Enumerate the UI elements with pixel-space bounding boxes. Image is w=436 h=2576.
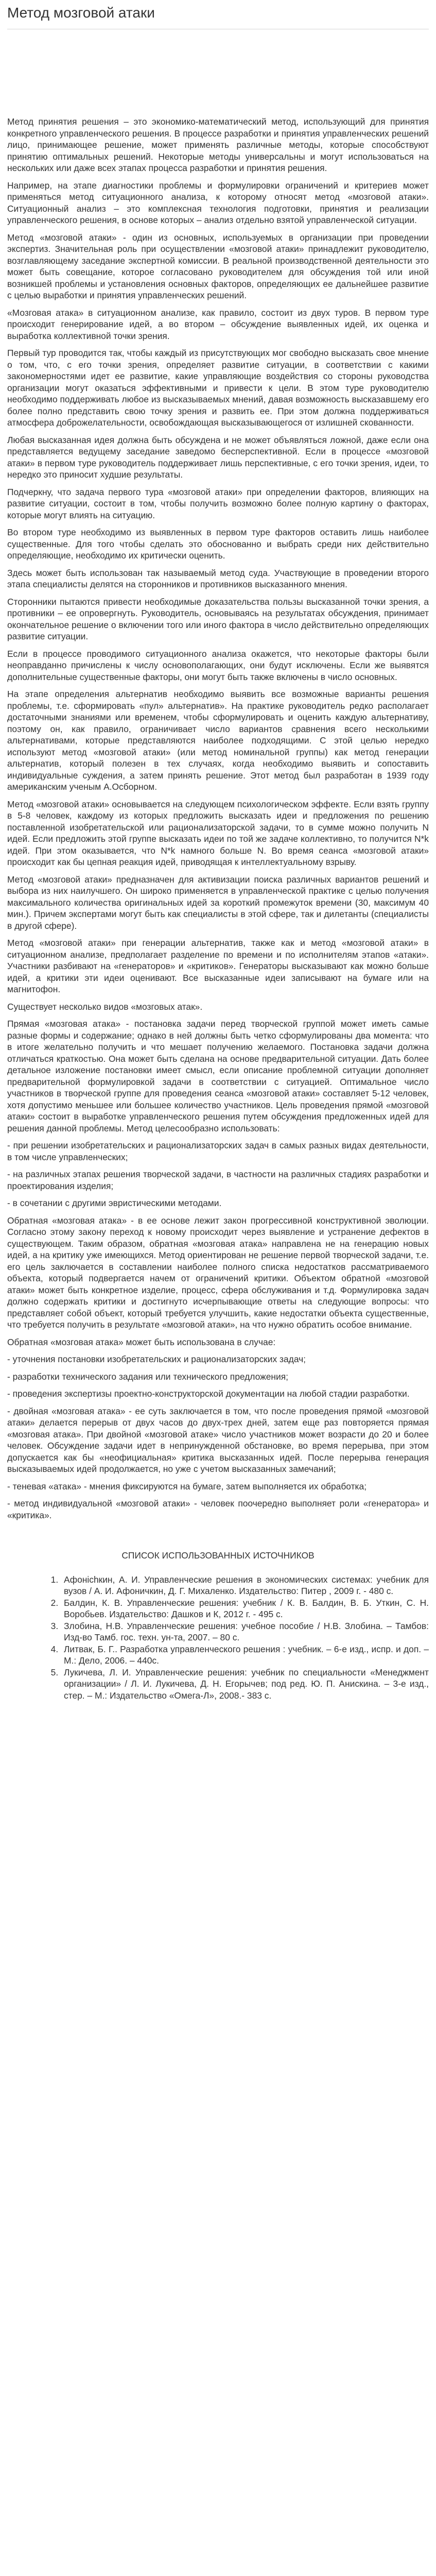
paragraph: - проведения экспертизы проектно-конструкторской документации на любой стадии разработки. (7, 1388, 410, 1399)
paragraph: Подчеркну, что задача первого тура «мозговой атаки» при определении факторов, влияющих на развитие ситуации, состоит в том, чтобы получить возможно более полную картину о факторах, которые могут влиять на ситуацию. (7, 486, 429, 520)
paragraph: - теневая «атака» - мнения фиксируются на бумаге, затем выполняется их обработка; (7, 1481, 367, 1492)
paragraph: Метод «мозговой атаки» при генерации альтернатив, также как и метод «мозговой атаки» в ситуационном анализе, предполагает разделение по времени и по исполнителям этапов «атаки». Участники разбивают на «генераторов» и «критиков». Генераторы высказывают как можно больше идей, а критики эти идеи оценивают. Все высказанные идеи записывают на бумаге или на магнитофон. (7, 938, 429, 994)
paragraph: Прямая «мозговая атака» - постановка задачи перед творческой группой может иметь самые разные формы и содержание; однако в ней должны быть четко сформулированы два момента: что в итоге желательно получить и что мешает получению желаемого. Постановка задачи должна отличаться краткостью. Она может быть сделана на основе предварительной ситуации. Дать более детальное изложение постановки имеет смысл, если описание проблемной ситуации дополняет предварительной формулировкой задачи в соответствии с ситуацией. Оптимальное число участников в творческой группе для проведения сеанса «мозговой атаки» составляет 5-12 человек, хотя допустимо меньшее или большее количество участников. Цель проведения прямой «мозговой атаки» состоит в выработке управленческого решения путем обсуждения предложенных идей для решения данной проблемы. Метод целесообразно использовать: (7, 1019, 429, 1133)
paragraph: - метод индивидуальной «мозговой атаки» - человек поочередно выполняет роли «генератора» и «критика». (7, 1498, 429, 1520)
source-item: 2. Балдин, К. В. Управленческие решения: учебник / К. В. Балдин, В. Б. Уткин, С. Н. Воробьев. Издательство: Дашков и К, 2012 г. - 495 с. (61, 1597, 429, 1620)
paragraph: «Мозговая атака» в ситуационном анализе, как правило, состоит из двух туров. В первом туре происходит генерирование идей, а во втором – обсуждение выявленных идей, их оценка и выработка коллективной точки зрения. (7, 307, 429, 341)
paragraph: Метод «мозговой атаки» - один из основных, используемых в организации при проведении экспертиз. Значительная роль при осуществлении «мозговой атаки» принадлежит руководителю, возглавляющему заседание экспертной комиссии. В реальной производственной деятельности это может быть совещание, которое согласовано руководителем для обсуждения той или иной возникшей проблемы и установления основных факторов, определяющих ее дальнейшее развитие с целью выработки и принятия управленческих решений. (7, 232, 429, 300)
paragraph: Обратная «мозговая атака» - в ее основе лежит закон прогрессивной конструктивной эволюции. Согласно этому закону переход к новому происходит через выявление и устранение дефектов в существующем. Таким образом, обратная «мозговая атака» направлена не на генерацию новых идей, а на критику уже имеющихся. Метод ориентирован не решение первой творческой задачи, т.е. его цель заключается в составлении наиболее полного списка недостатков рассматриваемого объекта, который подвергается начем от ограничений критики. Объектом обратной «мозговой атаки» может быть конкретное изделие, процесс, сфера обслуживания и т.д. Формулировка задач должно содержать критики и достигнуто исчерпывающие ответы на следующие вопросы: что представляет собой объект, который требуется улучшить, какие недостатки объекта существенные, что требуется получить в результате «мозговой атаки», на что нужно обратить особое внимание. (7, 1215, 429, 1330)
paragraph: Первый тур проводится так, чтобы каждый из присутствующих мог свободно высказать свое мнение о том, что, с его точки зрения, определяет развитие ситуации, в соответствии с какими закономерностями идет ее развитие, какие управляющие воздействия со стороны руководства организации могут оказаться эффективными и привести к цели. В этом туре руководителю необходимо поддерживать любое из высказываемых мнений, давая возможность высказавшему его более полно представить свою точку зрения и развить ее. При этом должна поддерживаться атмосфера доброжелательности, освобождающая высказывающегося от излишней скованности. (7, 348, 429, 428)
sources-title: СПИСОК ИСПОЛЬЗОВАННЫХ ИСТОЧНИКОВ (121, 1550, 315, 1561)
paragraph: Метод принятия решения – это экономико-математический метод, использующий для принятия конкретного управленческого решения. В процессе разработки и принятия управленческих решений лицо, принимающее решение, может применять различные методы, которые способствуют принятию оптимальных решений. Некоторые методы универсальны и могут использоваться на нескольких или даже всех этапах процесса разработки и принятия решения. (7, 116, 429, 173)
paragraph: - уточнения постановки изобретательских и рационализаторских задач; (7, 1354, 306, 1364)
paragraph: На этапе определения альтернатив необходимо выявить все возможные варианты решения проблемы, т.е. сформировать «пул» альтернатив». На практике руководитель редко располагает достаточными знаниями или временем, чтобы сформулировать и оценить каждую альтернативу, поэтому он, как правило, ограничивает число вариантов сравнения всего несколькими альтернативами, которые представляются наиболее подходящими. С этой целью нередко используют метод «мозговой атаки» (или метод номинальной группы) как метод генерации альтернатив, который полезен в тех случаях, когда необходимо выявить и сопоставить индивидуальные суждения, а затем принять решение. Этот метод был разработан в 1939 году американским ученым А.Осборном. (7, 689, 429, 792)
paragraph: - на различных этапах решения творческой задачи, в частности на различных стадиях разработки и проектирования изделия; (7, 1169, 429, 1191)
paragraph: Если в процессе проводимого ситуационного анализа окажется, что некоторые факторы были неоправданно причислены к числу основополагающих, они будут исключены. Если же выявятся дополнительные существенные факторы, они могут быть также включены в число основных. (7, 648, 429, 682)
paragraph: - в сочетании с другими эвристическими методами. (7, 1198, 222, 1208)
paragraph: - при решении изобретательских и рационализаторских задач в самых разных видах деятельности, в том числе управленческих; (7, 1140, 429, 1162)
paragraph: Сторонники пытаются привести необходимые доказательства пользы высказанной точки зрения, а противники – ее опровергнуть. Руководитель, основываясь на результатах обсуждения, принимает окончательное решение о включении того или иного фактора в число действительно определяющих развитие ситуации. (7, 596, 429, 641)
source-item: 1. Афонichкин, А. И. Управленческие решения в экономических системах: учебник для вузов / А. И. Афоничкин, Д. Г. Михаленко. Издательство: Питер , 2009 г. - 480 с. (61, 1574, 429, 1597)
source-item: 5. Лукичева, Л. И. Управленческие решения: учебник по специальности «Менеджмент организации» / Л. И. Лукичева, Д. Н. Егорычев; под ред. Ю. П. Анискина. – 3-е изд., стер. – М.: Издательство «Омега-Л», 2008.- 383 с. (61, 1667, 429, 1702)
paragraph: Метод «мозговой атаки» предназначен для активизации поиска различных вариантов решений и выбора из них наилучшего. Он широко применяется в управленческой практике с целью получения максимального количества оригинальных идей за короткий промежуток времени (30, максимум 40 мин.). Причем экспертами могут быть как специалисты в этой сфере, так и дилетанты (специалисты в другой сфере). (7, 874, 429, 931)
paragraph: Во втором туре необходимо из выявленных в первом туре факторов оставить лишь наиболее существенные. Для того чтобы сделать это обоснованно и выбрать среди них действительно определяющие, необходимо их критически оценить. (7, 527, 429, 561)
source-item: 3. Злобина, Н.В. Управленческие решения: учебное пособие / Н.В. Злобина. – Тамбов: Изд-во Тамб. гос. техн. ун-та, 2007. – 80 с. (61, 1620, 429, 1643)
paragraph: Например, на этапе диагностики проблемы и формулировки ограничений и критериев может применяться метод ситуационного анализа, к которому относят метод «мозговой атаки». Ситуационный анализ – это комплексная технология подготовки, принятия и реализации управленческого решения, в основе которых – анализ отдельно взятой управленческой ситуации. (7, 180, 429, 225)
paragraph: Здесь может быть использован так называемый метод суда. Участвующие в проведении второго этапа специалисты делятся на сторонников и противников высказанного мнения. (7, 567, 429, 589)
sources-list (7, 1574, 429, 1702)
page-title: Метод мозговой атаки (7, 5, 155, 21)
title-bar (7, 0, 429, 29)
source-item: 4. Литвак, Б. Г.. Разработка управленческого решения : учебник. – 6-е изд., испр. и доп. –М.: Дело, 2006. – 440с. (61, 1643, 429, 1667)
paragraph: - двойная «мозговая атака» - ее суть заключается в том, что после проведения прямой «мозговой атаки» делается перерыв от двух часов до двух-трех дней, затем еще раз повторяется прямая «мозговая атака». При двойной «мозговой атаке» число участников может возрасти до 20 и более человек. Обсуждение задачи идет в непринужденной обстановке, во время перерыва, при этом допускается как бы «неофициальная» критика высказанных идей. После перерыва генерация высказываемых идей продолжается, но уже с учетом высказанных замечаний; (7, 1405, 429, 1474)
article-body (7, 29, 429, 1701)
paragraph: - разработки технического задания или технического предложения; (7, 1371, 288, 1382)
paragraph: Обратная «мозговая атака» может быть использована в случае: (7, 1336, 276, 1347)
paragraph: Метод «мозговой атаки» основывается на следующем психологическом эффекте. Если взять группу в 5-8 человек, каждому из которых предложить высказать идеи и предложения по решению поставленной изобретательской или рационализаторской задачи, то в сумме можно получить N идей. Если предложить этой группе высказать идеи по той же задаче коллективно, то получится N*k идей. При этом оказывается, что N*k намного больше N. Во время сеанса «мозговой атаки» происходит как бы цепная реакция идей, приводящая к интеллектуальному взрыву. (7, 799, 429, 867)
paragraph: Существует несколько видов «мозговых атак». (7, 1001, 203, 1012)
paragraph: Любая высказанная идея должна быть обсуждена и не может объявляться ложной, даже если она представляется ведущему заседание заведомо бесперспективной. Если в процессе «мозговой атаки» в первом туре руководитель поддерживает лишь перспективные, с его точки зрения, идеи, то нередко это приносит худшие результаты. (7, 434, 429, 480)
